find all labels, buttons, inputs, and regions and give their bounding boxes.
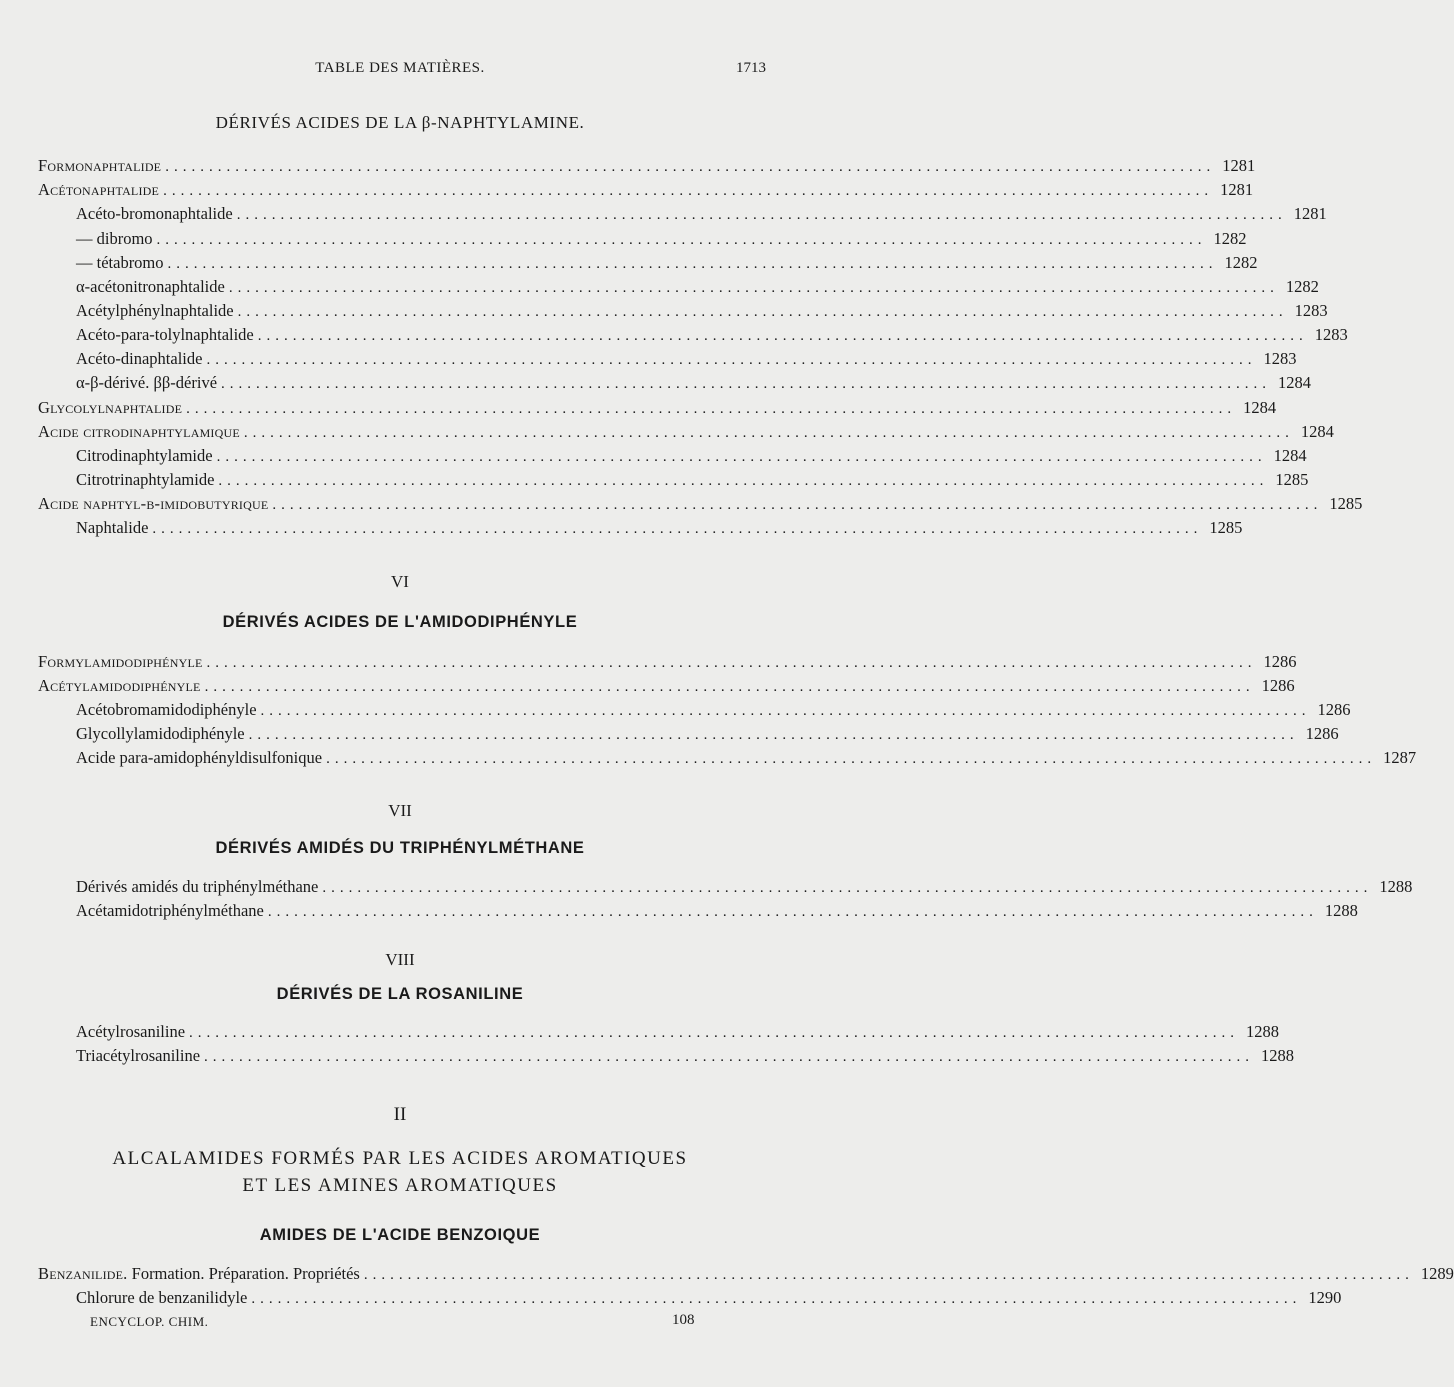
toc-entry-title: Acéto-para-tolylnaphtalide — [76, 325, 254, 344]
toc-entry-title: Dérivés amidés du triphénylméthane — [76, 877, 319, 896]
toc-entry-title: α-β-dérivé. ββ-dérivé — [76, 373, 218, 392]
toc-entry — [76, 1022, 1280, 1046]
toc-entry — [76, 1046, 1295, 1070]
leader-dots: ........................................................................................................................ — [237, 304, 1288, 320]
toc-entry-title: — tétabromo — [76, 253, 164, 272]
toc-entry-page: 1281 — [1220, 180, 1254, 199]
toc-entry-title: — dibromo — [76, 229, 153, 248]
toc-entry-title: Glycollylamidodiphényle — [76, 724, 245, 743]
toc-entry — [76, 277, 1319, 301]
toc-entry-page: 1283 — [1294, 301, 1328, 320]
leader-dots: ........................................................................................................................ — [156, 232, 1207, 248]
toc-entry-page: 1282 — [1285, 277, 1319, 296]
toc-entry-title: Acétylphénylnaphtalide — [76, 301, 234, 320]
toc-entry — [38, 180, 1254, 204]
toc-entry-page: 1282 — [1213, 229, 1247, 248]
toc-entry-page: 1286 — [1305, 724, 1339, 743]
leader-dots: ........................................................................................................................ — [167, 256, 1218, 272]
leader-dots: ........................................................................................................................ — [216, 449, 1267, 465]
section-heading: DÉRIVÉS DE LA ROSANILINE — [276, 985, 524, 1003]
toc-entry-title: Chlorure de benzanilidyle — [76, 1288, 248, 1307]
toc-entry-page: 1286 — [1317, 700, 1351, 719]
toc-entry — [76, 325, 1348, 349]
toc-entry-page: 1288 — [1379, 877, 1413, 896]
toc-entry-page: 1284 — [1278, 373, 1312, 392]
toc-entry-title: α-acétonitronaphtalide — [76, 277, 225, 296]
toc-entry-page: 1290 — [1308, 1288, 1342, 1307]
running-head-title: TABLE DES MATIÈRES. — [315, 60, 485, 76]
leader-dots: ........................................................................................................................ — [221, 376, 1272, 392]
toc-entry-title: Acétylrosaniline — [76, 1022, 186, 1041]
toc-entry-title: Acéto-bromonaphtalide — [76, 204, 233, 223]
toc-entry-title: Citrotrinaphtylamide — [76, 470, 215, 489]
leader-dots: ........................................................................................................................ — [267, 904, 1318, 920]
leader-dots: ........................................................................................................................ — [206, 352, 1257, 368]
toc-entry — [76, 470, 1309, 494]
toc-entry-title: Formonaphtalide — [38, 156, 162, 175]
toc-entry-page: 1288 — [1261, 1046, 1295, 1065]
toc-entry-title: Triacétylrosaniline — [76, 1046, 201, 1065]
toc-entry-page: 1285 — [1275, 470, 1309, 489]
toc-entry-title: Acéto-dinaphtalide — [76, 349, 203, 368]
leader-dots: ........................................................................................................................ — [189, 1025, 1240, 1041]
leader-dots: ........................................................................................................................ — [248, 727, 1299, 743]
toc-entry-page: 1281 — [1222, 156, 1256, 175]
leader-dots: ........................................................................................................................ — [206, 655, 1257, 671]
leader-dots: ........................................................................................................................ — [260, 703, 1311, 719]
part-heading-line-1: ALCALAMIDES FORMÉS PAR LES ACIDES AROMATIQUES — [112, 1148, 688, 1169]
toc-entry — [38, 398, 1277, 422]
toc-entry — [76, 1288, 1342, 1312]
toc-entry-title: Acétonaphtalide — [38, 180, 160, 199]
toc-entry-page: 1283 — [1263, 349, 1297, 368]
leader-dots: ........................................................................................................................ — [165, 159, 1216, 175]
toc-entry-page: 1288 — [1324, 901, 1358, 920]
toc-entry-title: Acétylamidodiphényle — [38, 676, 201, 695]
leader-dots: ........................................................................................................................ — [152, 521, 1203, 537]
leader-dots: ........................................................................................................................ — [228, 280, 1279, 296]
leader-dots: ........................................................................................................................ — [326, 751, 1377, 767]
toc-entry-title: Naphtalide — [76, 518, 149, 537]
toc-entry-title: Acide citrodinaphtylamique — [38, 422, 240, 441]
toc-entry-title: Acétobromamidodiphényle — [76, 700, 257, 719]
page-footer — [0, 1312, 800, 1336]
section-number: VII — [388, 801, 412, 820]
toc-entry-page: 1289 — [1420, 1264, 1454, 1283]
leader-dots: ........................................................................................................................ — [257, 328, 1308, 344]
toc-entry — [76, 518, 1243, 542]
toc-entry-page: 1284 — [1273, 446, 1307, 465]
toc-entry-page: 1286 — [1261, 676, 1295, 695]
toc-entry — [38, 676, 1295, 700]
part-heading-line-2: ET LES AMINES AROMATIQUES — [242, 1175, 558, 1196]
toc-entry-page: 1281 — [1293, 204, 1327, 223]
toc-entry-title: Acide naphtyl-β-imidobutyrique — [38, 494, 269, 513]
toc-entry-title: Acétamidotriphénylméthane — [76, 901, 264, 920]
toc-entry-page: 1288 — [1246, 1022, 1280, 1041]
leader-dots: ........................................................................................................................ — [204, 1049, 1255, 1065]
toc-entry — [76, 700, 1351, 724]
toc-entry — [76, 446, 1307, 470]
section-heading: DÉRIVÉS ACIDES DE L'AMIDODIPHÉNYLE — [222, 613, 578, 631]
leader-dots: ........................................................................................................................ — [322, 880, 1373, 896]
toc-entry — [38, 156, 1256, 180]
toc-entry — [76, 877, 1413, 901]
toc-entry — [76, 253, 1258, 277]
leader-dots: ........................................................................................................................ — [272, 497, 1323, 513]
toc-entry — [76, 204, 1327, 228]
signature-mark: 108 — [672, 1312, 695, 1328]
leader-dots: ........................................................................................................................ — [163, 183, 1214, 199]
section-number: VI — [391, 572, 409, 591]
toc-entry-page: 1285 — [1209, 518, 1243, 537]
toc-entry-page: 1286 — [1263, 652, 1297, 671]
toc-entry-title: Glycolylnaphtalide — [38, 398, 183, 417]
toc-entry-title: Acide para-amidophényldisulfonique — [76, 748, 323, 767]
section-heading: AMIDES DE L'ACIDE BENZOIQUE — [259, 1226, 541, 1244]
toc-entry — [38, 494, 1363, 518]
page-number: 1713 — [736, 60, 766, 76]
toc-entry-title: Formylamidodiphényle — [38, 652, 203, 671]
footer-title: ENCYCLOP. CHIM. — [90, 1314, 209, 1329]
toc-entry-page: 1284 — [1243, 398, 1277, 417]
leader-dots: ........................................................................................................................ — [251, 1291, 1302, 1307]
toc-entry — [76, 724, 1339, 748]
toc-entry — [38, 1264, 1454, 1288]
section-heading: DÉRIVÉS ACIDES DE LA β-NAPHTYLAMINE. — [215, 113, 585, 132]
toc-entry — [76, 349, 1297, 373]
toc-entry-title: Benzanilide. Formation. Préparation. Propriétés — [38, 1264, 360, 1283]
part-number: II — [393, 1104, 407, 1125]
toc-entry — [76, 229, 1247, 253]
running-head — [0, 58, 800, 82]
leader-dots: ........................................................................................................................ — [363, 1267, 1414, 1283]
toc-entry-title: Citrodinaphtylamide — [76, 446, 213, 465]
toc-entry-page: 1284 — [1300, 422, 1334, 441]
section-heading: DÉRIVÉS AMIDÉS DU TRIPHÉNYLMÉTHANE — [215, 839, 585, 857]
leader-dots: ........................................................................................................................ — [236, 207, 1287, 223]
toc-entry — [76, 901, 1358, 925]
toc-entry — [76, 373, 1312, 397]
toc-entry-page: 1287 — [1383, 748, 1417, 767]
toc-entry-page: 1282 — [1224, 253, 1258, 272]
leader-dots: ........................................................................................................................ — [218, 473, 1269, 489]
toc-entry-page: 1283 — [1314, 325, 1348, 344]
section-number: VIII — [385, 950, 415, 969]
toc-entry-page: 1285 — [1329, 494, 1363, 513]
leader-dots: ........................................................................................................................ — [186, 401, 1237, 417]
leader-dots: ........................................................................................................................ — [204, 679, 1255, 695]
toc-entry — [76, 301, 1328, 325]
toc-entry — [38, 422, 1334, 446]
toc-entry — [38, 652, 1297, 676]
toc-entry — [76, 748, 1417, 772]
leader-dots: ........................................................................................................................ — [243, 425, 1294, 441]
